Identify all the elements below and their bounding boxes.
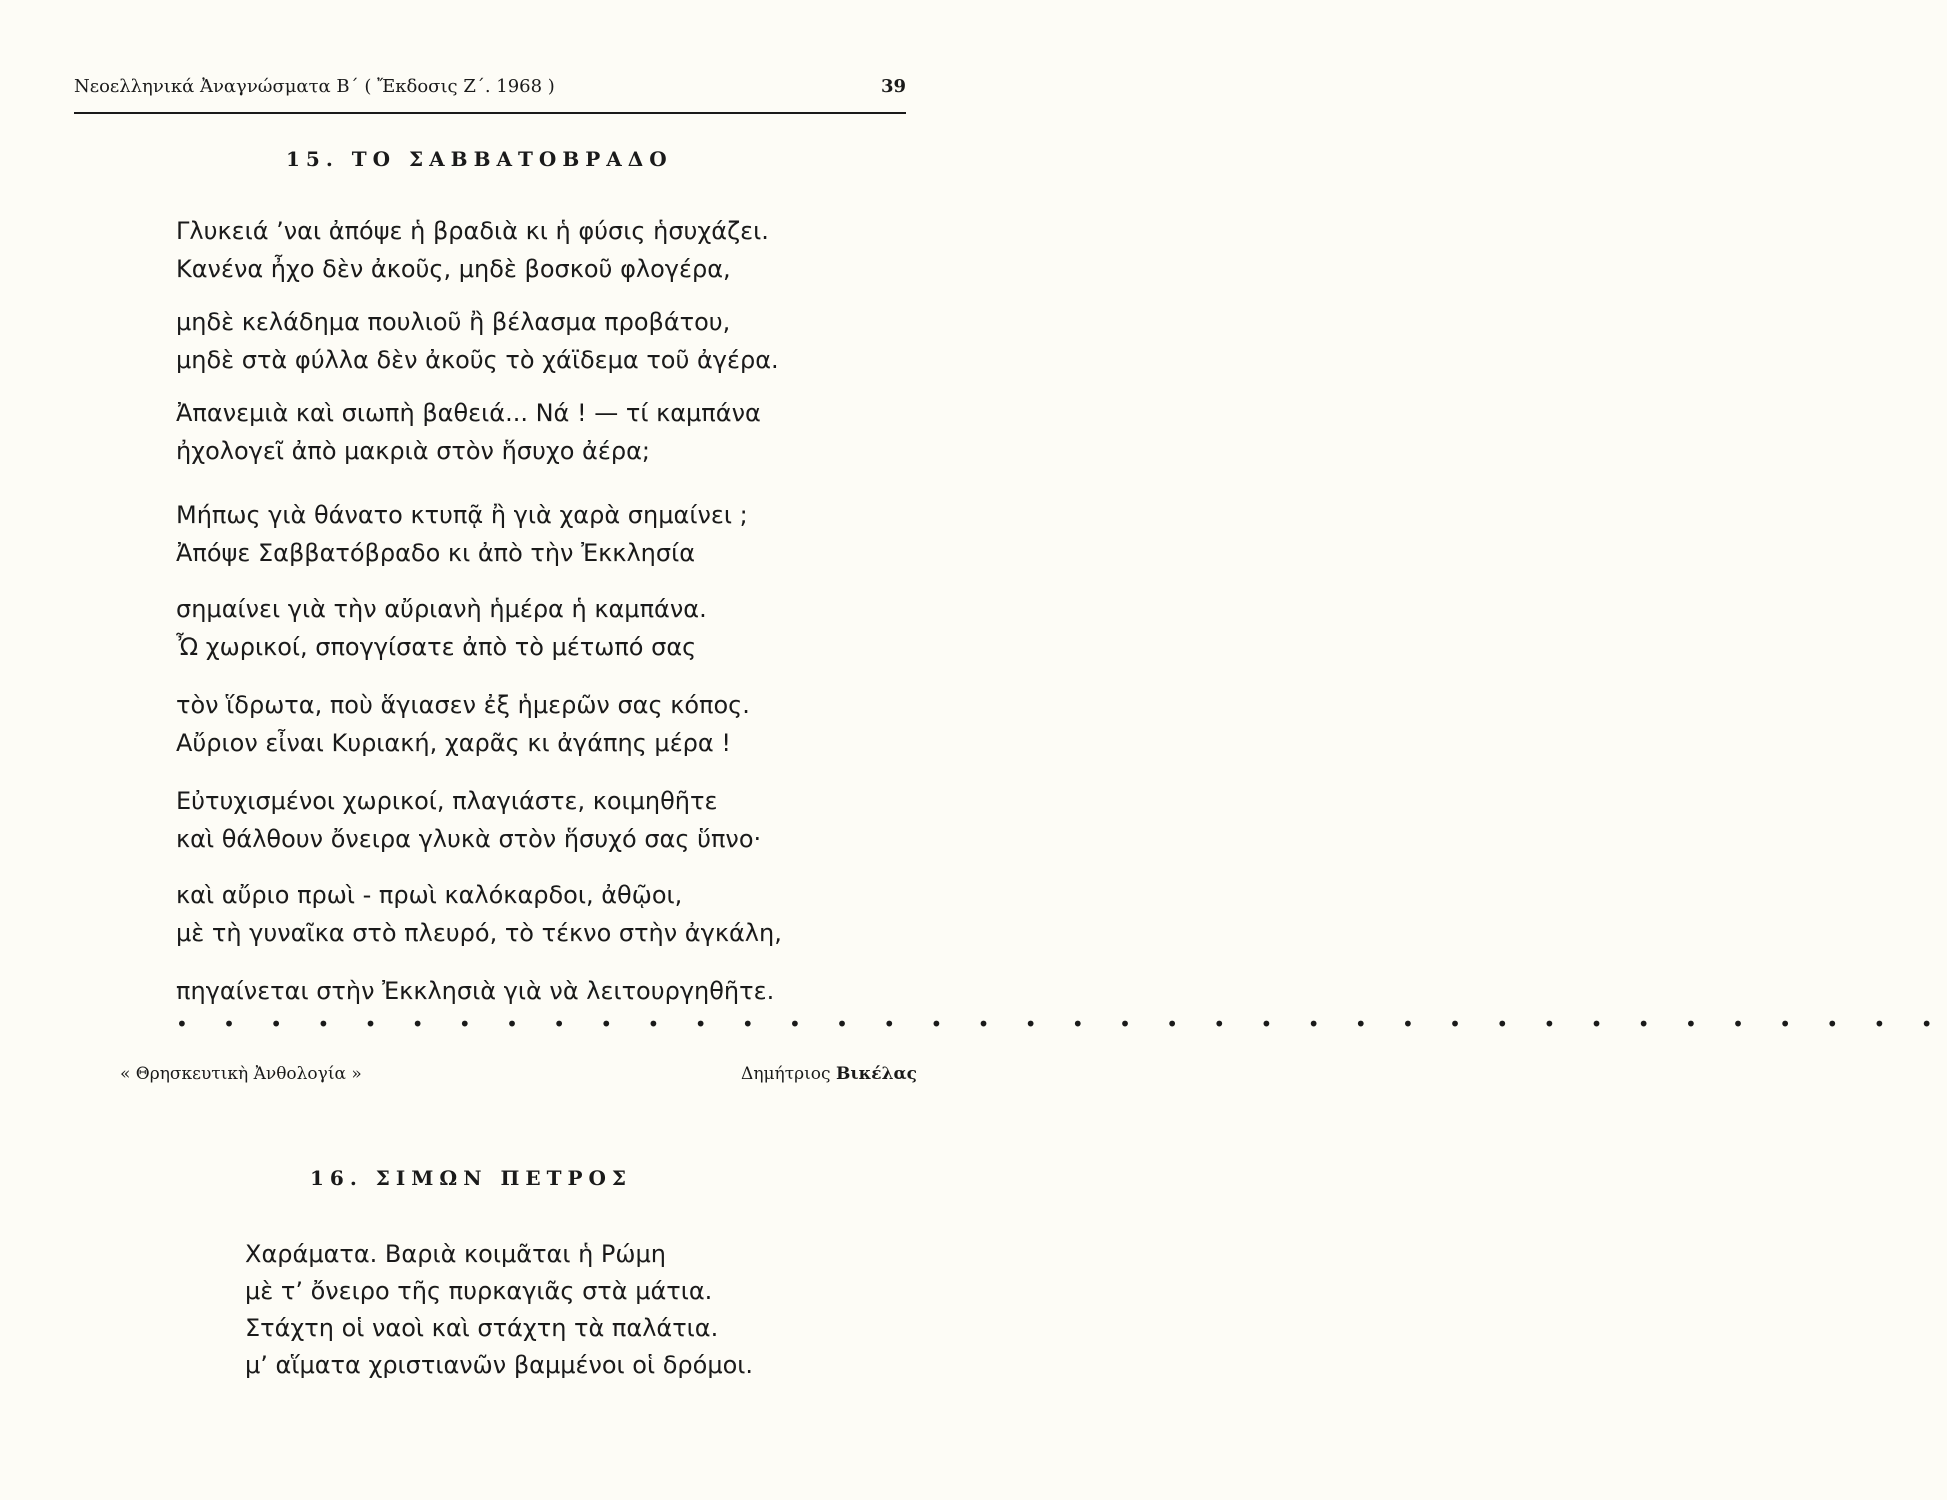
page-number: 39 (880, 76, 906, 97)
author-first-name: Δημήτριος (741, 1064, 831, 1084)
stanza (176, 686, 750, 762)
verse-line: Ὦ χωρικοί, σπογγίσατε ἀπὸ τὸ μέτωπό σας (176, 633, 697, 661)
verse-line: ἠχολογεῖ ἀπὸ μακριὰ στὸν ἥσυχο ἀέρα; (176, 437, 650, 465)
verse-line: σημαίνει γιὰ τὴν αὔριανὴ ἡμέρα ἡ καμπάνα. (176, 595, 707, 623)
verse-line: Εὐτυχισμένοι χωρικοί, πλαγιάστε, κοιμηθῆτε (176, 787, 718, 815)
verse-line: Γλυκειά ’ναι ἀπόψε ἡ βραδιὰ κι ἡ φύσις ἡσυχάζει. (176, 217, 769, 245)
author-surname: Βικέλας (835, 1064, 917, 1084)
verse-line: μὲ τ’ ὄνειρο τῆς πυρκαγιᾶς στὰ μάτια. (245, 1277, 713, 1305)
stanza (176, 496, 748, 572)
verse-line: Αὔριον εἶναι Κυριακή, χαρᾶς κι ἀγάπης μέρα ! (176, 729, 731, 757)
verse-line: Στάχτη οἱ ναοὶ καὶ στάχτη τὰ παλάτια. (245, 1314, 719, 1342)
stanza (176, 212, 769, 288)
stanza (176, 782, 761, 858)
stanza (176, 972, 774, 1010)
dotted-separator: • • • • • • • • • • • • • • • • • • • • • • • • • • • • • • • • • • • • • • (176, 1012, 1947, 1036)
verse-line: καὶ θάλθουν ὄνειρα γλυκὰ στὸν ἥσυχό σας ὕπνο· (176, 825, 762, 853)
poem-15-title: 15. ΤΟ ΣΑΒΒΑΤΟΒΡΑΔΟ (286, 147, 673, 171)
verse-line: Κανένα ἦχο δὲν ἀκοῦς, μηδὲ βοσκοῦ φλογέρα, (176, 255, 731, 283)
author-attribution (741, 1064, 917, 1084)
verse-line: Ἀπανεμιὰ καὶ σιωπὴ βαθειά... Νά ! — τί καμπάνα (176, 399, 761, 427)
verse-line: τὸν ἵδρωτα, ποὺ ἅγιασεν ἐξ ἡμερῶν σας κόπος. (176, 691, 750, 719)
verse-line: μηδὲ κελάδημα πουλιοῦ ἢ βέλασμα προβάτου, (176, 308, 731, 336)
header-rule (74, 112, 906, 114)
verse-line: Μήπως γιὰ θάνατο κτυπᾷ ἢ γιὰ χαρὰ σημαίνει ; (176, 501, 748, 529)
running-title: Νεοελληνικά Ἀναγνώσματα Β΄ ( Ἔκδοσις Ζ΄. 1968 ) (74, 76, 555, 97)
poem-16-title: 16. ΣΙΜΩΝ ΠΕΤΡΟΣ (310, 1166, 633, 1190)
verse-line: πηγαίνεται στὴν Ἐκκλησιὰ γιὰ νὰ λειτουργηθῆτε. (176, 977, 775, 1005)
source-attribution: « Θρησκευτικὴ Ἀνθολογία » (120, 1064, 362, 1084)
verse-line: μ’ αἵματα χριστιανῶν βαμμένοι οἱ δρόμοι. (245, 1351, 754, 1379)
stanza (245, 1236, 753, 1384)
stanza (176, 394, 761, 470)
verse-line: Χαράματα. Βαριὰ κοιμᾶται ἡ Ρώμη (245, 1240, 666, 1268)
stanza (176, 303, 779, 379)
stanza (176, 876, 782, 952)
verse-line: Ἀπόψε Σαββατόβραδο κι ἀπὸ τὴν Ἐκκλησία (176, 539, 696, 567)
page-header (74, 72, 906, 106)
verse-line: μὲ τὴ γυναῖκα στὸ πλευρό, τὸ τέκνο στὴν ἀγκάλη, (176, 919, 782, 947)
verse-line: καὶ αὔριο πρωὶ - πρωὶ καλόκαρδοι, ἀθῷοι, (176, 881, 683, 909)
verse-line: μηδὲ στὰ φύλλα δὲν ἀκοῦς τὸ χάϊδεμα τοῦ ἀγέρα. (176, 346, 779, 374)
stanza (176, 590, 707, 666)
